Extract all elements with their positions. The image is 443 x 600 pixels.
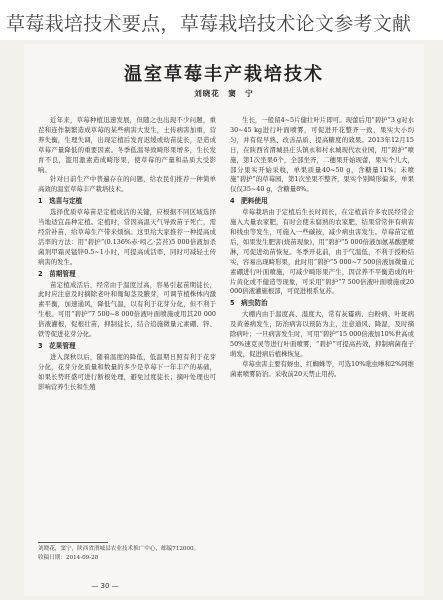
paragraph: 生长，一般留4~5片健壮叶片即可。现蕾后用“碧护”3 g对水30~45 kg进行叶面喷雾，可促进开花整齐一致，果实大小均匀，并有促早熟、改善品质、提高糖度的效果。2013年12月15日，在陕西省渭城县庄头镇永和村永城现代农业园，用“碧护”喷施，第1次坐果6个，全部坐齐，二穗果开始现蕾，果实个儿大，部分果实开始采收，单果质量40~50 g，含糖量11%；未喷施“碧护”的草莓园，第1次坐果不整齐，果实个别畸形偏多，单果仅仅35~40 g，含糖量8%。 bbox=[230, 116, 414, 194]
footnote bbox=[38, 545, 216, 562]
section-heading: 5 病虫防治 bbox=[230, 299, 268, 308]
paragraph: 针对日前生产中普遍存在的问题，给农民们推荐一种简单高效的温室草莓丰产栽培技术。 bbox=[38, 175, 216, 194]
page-number: — 30 — bbox=[91, 582, 119, 590]
paragraph: 近年来，草莓种植迅速发展，但随之也出现不少问题，重茬和连作制繁造成草莓的某些病害大发生，土传病害加重，营养失衡，生理失调，出现定植后发育迟缓或幼苗徒长，是造成草莓产量降低的重要因素。冬季低温导致畸形果增多，生长发育不良，滥用激素造成畸形果，使草莓的产量和品质大受影响。 bbox=[38, 116, 216, 174]
paragraph: 大棚内由于温度高、湿度大，常有灰霉病、白粉病、叶斑病及黄萎病发生，防治病害以预防为主，注意通风、降湿，及时摘除病叶；一旦病害发生时，可用“碧护”15 000倍液加10%世高或50%速克灵等进行叶面喷雾，“碧护”可提高药效，抑制病菌孢子萌发，促进病后植株恢复。 bbox=[230, 310, 414, 358]
section-heading: 2 苗期管理 bbox=[38, 269, 76, 278]
footnote-received-date: 收稿日期：2014-09-28 bbox=[38, 554, 99, 561]
article-authors: 刘晓花 窦 宁 bbox=[194, 89, 254, 98]
right-column bbox=[230, 116, 414, 380]
header-banner bbox=[0, 0, 443, 40]
paragraph: 草莓虫害主要有蚜虫、红蜘蛛等，可选10%吡虫啉和2%阿维菌素喷雾防治。采收前20天禁止用药。 bbox=[230, 359, 414, 378]
banner-title: 草莓栽培技术要点，草莓栽培技术论文参考文献 bbox=[6, 13, 412, 35]
article-title: 温室草莓丰产栽培技术 bbox=[124, 64, 324, 85]
section-heading: 1 选苗与定植 bbox=[38, 197, 83, 206]
section-heading: 3 花果管理 bbox=[38, 341, 76, 350]
paragraph: 进入深秋以后，随着温度的降低，低温期日照有利于花芽分化，花芽分化质量和数量的多少是草莓下一年丰产的基础，如果长势旺盛可进行断根处理，避免过度徒长；摘叶处理也可影响营养生长和生殖 bbox=[38, 352, 216, 391]
paragraph: 选择优质草莓苗是定植成活的关键，应根据不同区域选择当地适宜品种定植。定植时，常因高温天气导致苗子死亡，需经常补苗，给草莓生产带来烦恼。这里给大家推荐一种提高成活率的方法：用“碧护”(0.136%赤·吲乙·芸苔)5 000倍液加杀菌剂甲霜灵锰锌0.5~1小时，可提高成活率，同时可减轻土传病害的发生。 bbox=[38, 208, 216, 266]
left-column bbox=[38, 116, 216, 392]
footnote-divider bbox=[38, 542, 108, 543]
paragraph: 苗定植成活后，经常由于温度过高，容易引起苗期徒长，此时应注意及时摘除老叶和匍匐茎及腋芽，可调节植株体内激素平衡，加速通风，降低气温，以有利于花芽分化，但不利于生根。可用“碧护”7 500~8 000倍液叶面喷施或用其20 000倍液灌根，促根壮苗，抑制徒长，结合追施微量元素硼、锌、铁等促进花芽分化。 bbox=[38, 280, 216, 339]
footnote-author-info: 刘晓花，窦宁，陕西省渭城县农业技术推广中心，邮编712000。 bbox=[38, 546, 200, 552]
article-page bbox=[24, 44, 424, 596]
paragraph: 草莓栽培由于定植后生长时间长，在定植前许多农民经常会施入大量农家肥，有时会使未腐熟的农家肥，结果常常伴有病害和线虫等发生，可施入一些碳铵，减少病虫害发生。草莓苗定植后，如果发生肥害(烧苗现象)，用“碧护”5 000倍液加氨基酸肥喷淋，可促进幼苗恢复。冬季开花前，由于气温低，不利于授粉结实，容易出现畸形果，此时用“碧护”5 000~7 500倍液加微量元素硼进行叶面喷施，可减少畸形果产生，因营养不平衡造成的叶片黄化或不健造等现象，可采用“碧护”7 500倍液叶面喷施或20 000倍液灌施根部，可促进根系复苏。 bbox=[230, 208, 414, 296]
section-heading: 4 肥料使用 bbox=[230, 197, 268, 206]
